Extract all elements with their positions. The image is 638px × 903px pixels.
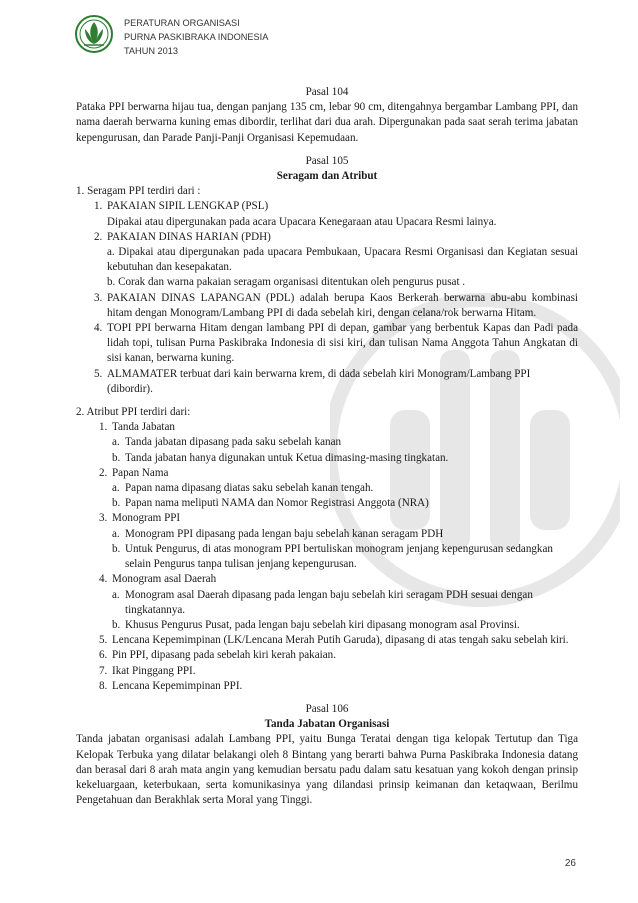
sub-list-item: b. Untuk Pengurus, di atas monogram PPI bertuliskan monogram jenjang kepengurusan sedangkan selain Pengurus tanpa tulisan jenjang kepengurusan. <box>112 542 553 571</box>
seragam-intro: 1. Seragam PPI terdiri dari : <box>76 185 201 198</box>
list-item: 3. PAKAIAN DINAS LAPANGAN (PDL) adalah berupa Kaos Berkerah berwarna abu-abu kombinasi hitam dengan Monogram/Lambang PPI di dada sebelah kiri, dengan celana/rok berwarna Hitam. <box>94 291 578 319</box>
pasal-106-subtitle: Tanda Jabatan Organisasi <box>264 718 390 731</box>
pasal-104-title: Pasal 104 <box>305 86 349 98</box>
list-item: 3. Monogram PPI <box>99 512 181 525</box>
list-item: 1. PAKAIAN SIPIL LENGKAP (PSL) <box>94 200 269 213</box>
list-item: 1. Tanda Jabatan <box>99 421 175 434</box>
list-item: 5. Lencana Kepemimpinan (LK/Lencana Merah Putih Garuda), dipasang di atas tengah saku sebelah kiri. <box>99 634 569 647</box>
sub-list-item: b. Khusus Pengurus Pusat, pada lengan baju sebelah kiri dipasang monogram asal Provinsi. <box>112 618 520 631</box>
list-item-detail: a. Dipakai atau dipergunakan pada upacara Pembukaan, Upacara Resmi Organisasi dan Kegiatan sesuai kebutuhan dan kesepakatan. <box>107 246 578 274</box>
list-item: 6. Pin PPI, dipasang pada sebelah kiri kerah pakaian. <box>99 649 336 662</box>
sub-list-item: b. Papan nama meliputi NAMA dan Nomor Registrasi Anggota (NRA) <box>112 497 429 510</box>
list-item: 2. PAKAIAN DINAS HARIAN (PDH) <box>94 230 271 243</box>
sub-list-item: a. Tanda jabatan dipasang pada saku sebelah kanan <box>112 436 342 449</box>
header-name-line: PURNA PASKIBRAKA INDONESIA <box>124 32 269 42</box>
ppi-logo-icon <box>74 12 114 56</box>
list-item: 7. Ikat Pinggang PPI. <box>99 664 196 677</box>
header-org-line: PERATURAN ORGANISASI <box>124 18 240 28</box>
atribut-intro: 2. Atribut PPI terdiri dari: <box>76 406 191 419</box>
sub-list-item: a. Papan nama dipasang diatas saku sebelah kanan tengah. <box>112 482 374 495</box>
list-item: 2. Papan Nama <box>99 466 169 479</box>
list-item: 4. Monogram asal Daerah <box>99 573 217 586</box>
list-item: 8. Lencana Kepemimpinan PPI. <box>99 679 243 692</box>
sub-list-item: b. Tanda jabatan hanya digunakan untuk Ketua dimasing-masing tingkatan. <box>112 451 449 464</box>
pasal-104-body: Pataka PPI berwarna hijau tua, dengan panjang 135 cm, lebar 90 cm, ditengahnya bergambar Lambang PPI, dan nama daerah berwarna kuning emas dibordir, terlihat dari dua arah. Dipergunakan pada saat serah terima jabatan kepengurusan, dan Parade Panji-Panji Organisasi Kepemudaan. <box>76 101 578 144</box>
document-body <box>76 85 578 808</box>
sub-list-item: a. Monogram asal Daerah dipasang pada lengan baju sebelah kiri seragam PDH sesuai dengan tingkatannya. <box>112 588 533 616</box>
list-item: 5. ALMAMATER terbuat dari kain berwarna krem, di dada sebelah kiri Monogram/Lambang PPI (dibordir). <box>94 367 531 395</box>
pasal-105-title: Pasal 105 <box>305 154 349 167</box>
list-item-detail: b. Corak dan warna pakaian seragam organisasi ditentukan oleh pengurus pusat . <box>107 276 466 289</box>
pasal-106-body: Tanda jabatan organisasi adalah Lambang PPI, yaitu Bunga Teratai dengan tiga kelopak Tertutup dan Tiga Kelopak Terbuka yang dilatar belakangi oleh 8 Bintang yang berarti bahwa Purna Paskibraka Indonesia datang dan berasal dari 8 arah mata angin yang kemudian bersatu padu dalam satu kesatuan yang kokoh dengan prinsip kekeluargaan, keterbukaan, serta komunikasinya yang dilandasi prinsip keimanan dan ketaqwaan, Berilmu Pengetahuan dan Berakhlak serta Moral yang Tinggi. <box>76 733 578 807</box>
sub-list-item: a. Monogram PPI dipasang pada lengan baju sebelah kanan seragam PDH <box>112 527 444 540</box>
header-year-line: TAHUN 2013 <box>124 46 178 56</box>
pasal-106-title: Pasal 106 <box>305 702 349 715</box>
list-item-detail: Dipakai atau dipergunakan pada acara Upacara Kenegaraan atau Upacara Resmi lainya. <box>107 215 497 228</box>
list-item: 4. TOPI PPI berwarna Hitam dengan lambang PPI di depan, gambar yang berbentuk Kapas dan Padi pada lidah topi, tulisan Purna Paskibraka Indonesia di sisi kiri, dan tulisan Nama Anggota Tahun Angkatan di sisi kanan, berwarna kuning. <box>94 322 578 365</box>
pasal-105-subtitle: Seragam dan Atribut <box>276 170 378 183</box>
page-number: 26 <box>564 858 576 869</box>
